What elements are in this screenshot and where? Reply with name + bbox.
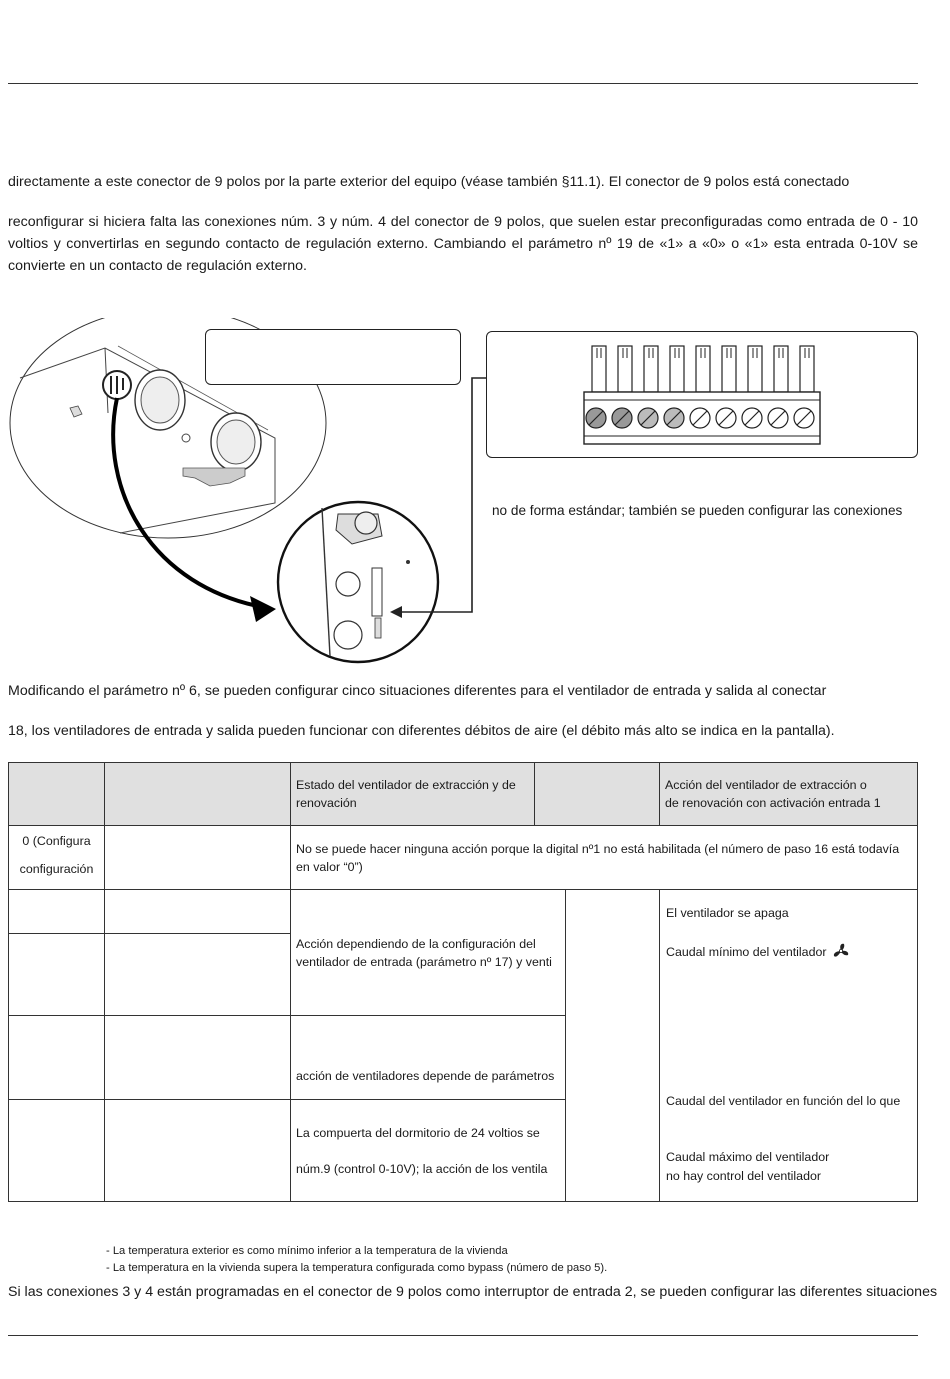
paragraph-parameter-6: Modificando el parámetro nº 6, se pueden configurar cinco situaciones diferentes para el ventilador de entrada y salida al conectar	[8, 683, 827, 699]
table-cell	[566, 890, 660, 1202]
row0-config-line2: configuración	[19, 862, 94, 876]
header-cell-fan-state	[291, 763, 535, 826]
table-cell	[291, 890, 566, 1016]
action-max-line2: no hay control del ventilador	[666, 1169, 821, 1183]
table-cell	[9, 1100, 105, 1202]
table-row	[9, 890, 918, 934]
action-min: Caudal mínimo del ventilador	[666, 945, 827, 959]
configuration-table	[8, 762, 918, 1202]
figure-caption: no de forma estándar; también se pueden configurar las conexiones	[492, 503, 903, 518]
action-off: El ventilador se apaga	[666, 906, 789, 920]
table-cell	[9, 890, 105, 934]
header-fan-action-line2: de renovación con activación entrada 1	[665, 796, 881, 810]
row0-text: No se puede hacer ninguna acción porque la digital nº1 no está habilitada (el número de paso 16 está todavía en valor “0”)	[296, 841, 900, 874]
table-cell	[291, 826, 918, 890]
group1-text: Acción dependiendo de la configuración del ventilador de entrada (parámetro nº 17) y venti	[296, 936, 552, 969]
action-min-wrap	[666, 942, 850, 961]
header-fan-action-line1: Acción del ventilador de extracción o	[665, 778, 867, 792]
row4-line2: núm.9 (control 0-10V); la acción de los ventila	[296, 1161, 548, 1176]
header-cell-fan-action	[660, 763, 918, 826]
header-cell	[535, 763, 660, 826]
table-cell	[105, 934, 291, 1016]
action-max-line1: Caudal máximo del ventilador	[666, 1150, 830, 1164]
row4-line1: La compuerta del dormitorio de 24 voltios se	[296, 1125, 540, 1140]
table-cell	[291, 1100, 566, 1202]
action-variable: Caudal del ventilador en función del lo que	[666, 1094, 901, 1108]
paragraph-airflow: 18, los ventiladores de entrada y salida pueden funcionar con diferentes débitos de aire (el débito más alto se indica en la pantalla).	[8, 723, 835, 739]
row0-config-line1: 0 (Configura	[22, 834, 91, 848]
paragraph-connector-intro: directamente a este conector de 9 polos por la parte exterior del equipo (véase también §11.1). El conector de 9 polos está conectado	[8, 174, 850, 190]
table-cell	[105, 1100, 291, 1202]
table-cell	[105, 826, 291, 890]
table-row	[9, 826, 918, 890]
row3-text: acción de ventiladores depende de parámetros	[296, 1069, 555, 1083]
note-indoor-temperature: - La temperatura en la vivienda supera la temperatura configurada como bypass (número de paso 5).	[106, 1262, 608, 1274]
connector-9-pole-icon	[582, 344, 824, 449]
paragraph-reconfigure: reconfigurar si hiciera falta las conexiones núm. 3 y núm. 4 del conector de 9 polos, que suelen estar preconfiguradas como entrada de 0 - 10 voltios y convertirlas en segundo contacto de regulación externo. Cambiando el parámetro nº 19 de «1» a «0» o «1» esta entrada 0-10V se convierte en un contacto de regulación externo.	[8, 214, 918, 274]
table-header-row	[9, 763, 918, 826]
footer-rule	[8, 1335, 918, 1336]
header-cell	[105, 763, 291, 826]
table-cell	[105, 1016, 291, 1100]
table-cell	[291, 1016, 566, 1100]
table-cell	[9, 934, 105, 1016]
table-cell	[9, 826, 105, 890]
table-cell	[9, 1016, 105, 1100]
header-rule	[8, 83, 918, 84]
paragraph-input-2: Si las conexiones 3 y 4 están programadas en el conector de 9 polos como interruptor de entrada 2, se pueden configurar las diferentes situaciones	[8, 1284, 938, 1300]
connector-detail-box	[486, 331, 918, 458]
table-cell	[105, 890, 291, 934]
table-cell-actions	[660, 890, 918, 1202]
note-outdoor-temperature: - La temperatura exterior es como mínimo inferior a la temperatura de la vivienda	[106, 1245, 508, 1257]
header-cell	[9, 763, 105, 826]
header-fan-state-text: Estado del ventilador de extracción y de renovación	[296, 778, 516, 810]
fan-icon	[832, 942, 850, 960]
leader-arrow	[380, 370, 490, 620]
